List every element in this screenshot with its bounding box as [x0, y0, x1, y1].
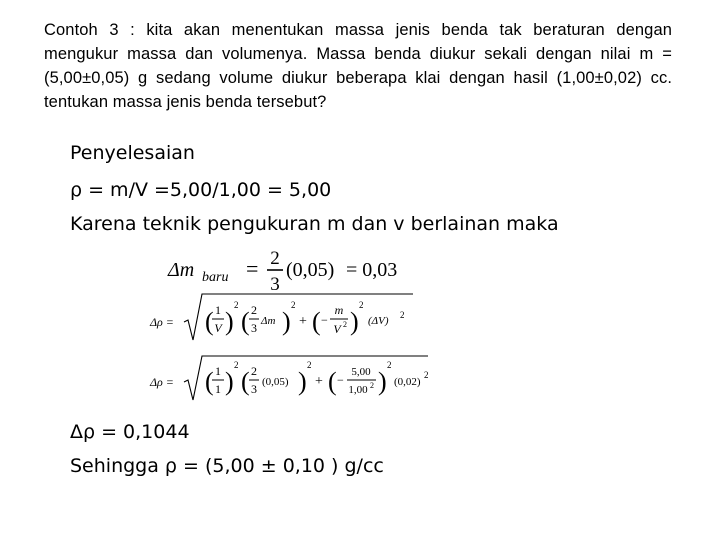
svg-text:2: 2 — [370, 381, 374, 390]
eq1-result: = 0,03 — [346, 259, 398, 281]
eq3-t2-den: 3 — [251, 382, 257, 396]
eq1-frac-num: 2 — [270, 248, 280, 269]
svg-text:): ) — [225, 367, 234, 396]
eq1-lhs-subscript: baru — [202, 270, 229, 285]
eq3-lhs: Δρ = — [150, 375, 174, 389]
svg-text:+: + — [299, 314, 307, 329]
svg-text:(: ( — [241, 307, 250, 336]
svg-text:): ) — [350, 307, 359, 336]
svg-text:(: ( — [205, 307, 214, 336]
problem-statement: Contoh 3 : kita akan menentukan massa jenis benda tak beraturan dengan mengukur massa dan volumenya. Massa benda diukur sekali dengan nilai m = (5,00±0,05) g sedang volume diukur beberapa klai dengan hasil (1,00±0,02) cc. tentukan massa jenis benda tersebut? — [44, 21, 672, 111]
svg-text:2: 2 — [234, 360, 239, 370]
eq2-t2-num: 2 — [251, 303, 257, 317]
eq2-t3-den: V — [333, 322, 341, 336]
svg-text:2: 2 — [307, 360, 312, 370]
eq2-t1-den: V — [214, 321, 222, 335]
final-answer: Sehingga ρ = (5,00 ± 0,10 ) g/cc — [70, 455, 384, 477]
density-calculation: ρ = m/V =5,00/1,00 = 5,00 — [70, 179, 332, 201]
eq2-lhs: Δρ = — [150, 315, 174, 329]
svg-text:−: − — [337, 373, 344, 387]
svg-text:): ) — [282, 307, 291, 336]
method-note: Karena teknik pengukuran m dan v berlainan maka — [70, 213, 559, 235]
svg-text:(: ( — [312, 307, 321, 336]
eq3-t1-den: 1 — [215, 382, 221, 396]
eq3-t2-num: 2 — [251, 364, 257, 378]
svg-text:): ) — [225, 307, 234, 336]
svg-text:2: 2 — [291, 300, 296, 310]
eq2-t3-factor: (ΔV) — [368, 315, 389, 327]
eq1-factor: (0,05) — [286, 259, 335, 281]
equation-delta-rho-general — [148, 290, 418, 348]
eq1-frac-den: 3 — [270, 274, 280, 295]
eq3-t1-num: 1 — [215, 364, 221, 378]
svg-text:2: 2 — [387, 360, 392, 370]
svg-text:2: 2 — [343, 320, 347, 329]
eq2-t1-num: 1 — [215, 303, 221, 317]
eq3-t2-factor: (0,05) — [262, 376, 289, 388]
equation-delta-rho-numeric — [148, 350, 438, 408]
svg-text:2: 2 — [359, 300, 364, 310]
svg-text:=: = — [246, 256, 259, 281]
svg-text:): ) — [378, 367, 387, 396]
eq2-t2-den: 3 — [251, 321, 257, 335]
svg-text:2: 2 — [400, 310, 405, 320]
svg-text:−: − — [321, 313, 328, 327]
eq1-lhs-symbol: Δm — [168, 259, 195, 281]
eq2-t3-num: m — [334, 303, 344, 317]
svg-text:): ) — [298, 367, 307, 396]
eq2-t2-factor: Δm — [261, 315, 276, 327]
svg-text:(: ( — [205, 367, 214, 396]
eq3-t3-num: 5,00 — [351, 366, 371, 378]
eq3-t3-den: 1,00 — [348, 384, 368, 396]
svg-text:+: + — [315, 374, 323, 389]
uncertainty-result: Δρ = 0,1044 — [70, 421, 190, 443]
svg-text:(: ( — [328, 367, 337, 396]
eq3-t3-factor: (0,02) — [394, 376, 421, 388]
equation-delta-m-new — [164, 246, 424, 296]
solution-heading: Penyelesaian — [70, 142, 195, 164]
svg-text:2: 2 — [424, 370, 429, 380]
svg-text:2: 2 — [234, 300, 239, 310]
svg-text:(: ( — [241, 367, 250, 396]
